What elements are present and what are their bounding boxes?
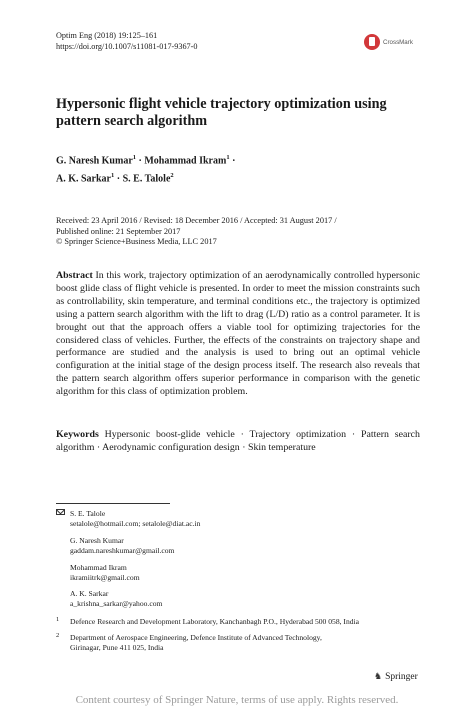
contact-block — [70, 509, 200, 529]
author-name: G. Naresh Kumar — [56, 155, 133, 167]
publication-dates — [56, 216, 426, 248]
journal-citation: Optim Eng (2018) 19:125–161 — [56, 31, 158, 40]
copyright-line: © Springer Science+Business Media, LLC 2017 — [56, 237, 217, 246]
contact-name: G. Naresh Kumar — [70, 536, 124, 545]
abstract-text: In this work, trajectory optimization of an aerodynamically controlled hypersonic boost glide class of flight vehicle is presented. In order to meet the mission constraints such as controllability, skin temperature, and terminal conditions etc., the trajectory is optimized using a pattern search algorithm with the lift to drag (L/D) ratio as a control parameter. It is brought out that the approach offers a viable tool for optimizing trajectories for the considered class of vehicles. Further, the effects of the constraints on trajectory shape and performance are studied and the analysis is used to bring out an optimal vehicle configuration at the initial stage of the design process itself. The research also reveals that the pattern search algorithm offers superior performance in comparison with the genetic algorithm for this class of optimization problem. — [56, 270, 421, 398]
author-list: G. Naresh Kumar$^1$ · Mohammad Ikram$^1$ · A. K. Sarkar$^1$ · S. E. Talole$^2$ — [56, 154, 236, 185]
envelope-icon — [56, 509, 65, 515]
affiliation-line: Girinagar, Pune 411 025, India — [70, 643, 164, 653]
author-name: A. K. Sarkar — [56, 173, 111, 185]
courtesy-notice: Content courtesy of Springer Nature, terms of use apply. Rights reserved. — [75, 694, 399, 706]
doi-link[interactable]: https://doi.org/10.1007/s11081-017-9367-0 — [56, 42, 198, 51]
affiliation-line: Department of Aerospace Engineering, Defence Institute of Advanced Technology, — [70, 633, 322, 642]
keywords — [56, 429, 420, 455]
contact-block — [70, 589, 162, 609]
affiliation-text: Defence Research and Development Laboratory, Kanchanbagh P.O., Hyderabad 500 058, India — [70, 617, 360, 626]
contact-name: Mohammad Ikram — [70, 563, 127, 572]
dates-line: Received: 23 April 2016 / Revised: 18 December 2016 / Accepted: 31 August 2017 / — [56, 216, 337, 225]
article-title: Hypersonic flight vehicle trajectory optimization using pattern search algorithm — [56, 96, 387, 129]
footnote-divider — [56, 503, 170, 504]
contact-name: A. K. Sarkar — [70, 589, 109, 598]
affiliation-text — [70, 633, 430, 653]
abstract-label: Abstract — [56, 270, 93, 281]
crossmark-icon — [364, 34, 380, 50]
contact-email[interactable]: ikramiitrk@gmail.com — [70, 573, 140, 583]
contact-block — [70, 563, 140, 583]
keywords-text: Hypersonic boost-glide vehicle · Trajectory optimization · Pattern search algorithm · Aerodynamic configuration design · Skin temperature — [56, 429, 420, 453]
contact-email[interactable]: a_krishna_sarkar@yahoo.com — [70, 599, 163, 609]
keywords-label: Keywords — [56, 429, 99, 440]
dates-line: Published online: 21 September 2017 — [56, 226, 181, 236]
publisher-logo — [374, 671, 418, 682]
abstract — [56, 270, 420, 399]
author-name: S. E. Talole — [122, 173, 171, 185]
author-affiliation-mark: 2 — [170, 172, 174, 180]
crossmark-label: CrossMark — [383, 38, 413, 46]
contact-email[interactable]: gaddam.nareshkumar@gmail.com — [70, 546, 175, 556]
author-affiliation-mark: 1 — [132, 154, 137, 161]
affiliation-number: 2 — [56, 632, 60, 639]
contact-block — [70, 536, 174, 556]
author-affiliation-mark: 1 — [226, 154, 230, 161]
springer-horse-icon: ♞ — [374, 671, 383, 681]
author-affiliation-mark: 1 — [111, 172, 115, 180]
contact-name: S. E. Talole — [70, 509, 106, 518]
publisher-name: Springer — [385, 671, 418, 682]
author-name: Mohammad Ikram — [144, 155, 227, 167]
journal-header — [56, 30, 197, 52]
crossmark-badge[interactable] — [364, 34, 413, 50]
contact-email[interactable]: setalole@hotmail.com; setalole@diat.ac.in — [70, 519, 201, 529]
affiliation-number: 1 — [56, 616, 60, 623]
